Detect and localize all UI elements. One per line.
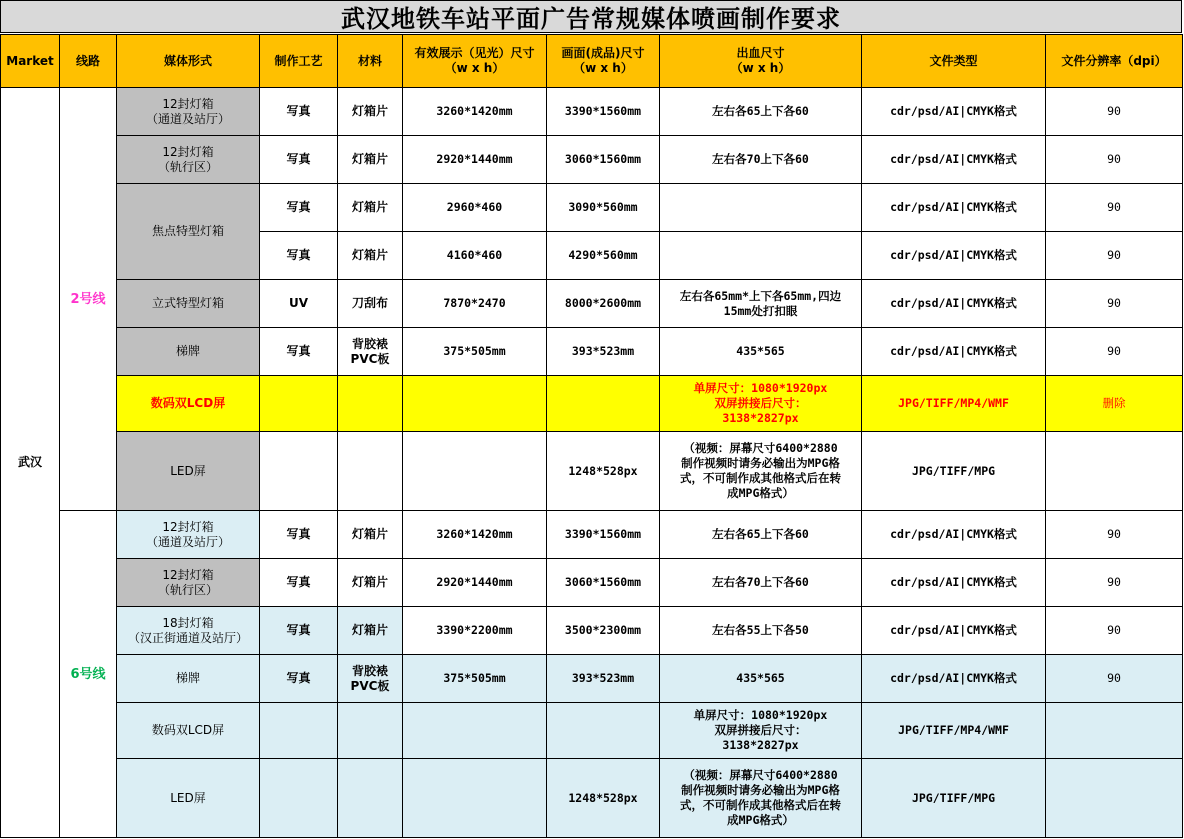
material-cell (338, 703, 403, 759)
resolution-cell: 90 (1046, 280, 1183, 328)
header-bleed-size-line2: （w x h） (730, 61, 791, 75)
media-cell-line: （轨行区） (157, 582, 218, 597)
finished-size-cell: 1248*528px (547, 432, 660, 511)
media-cell (117, 759, 260, 838)
finished-size-cell (547, 376, 660, 432)
craft-cell (260, 432, 338, 511)
material-cell (338, 559, 403, 607)
file-type-cell: JPG/TIFF/MPG (862, 432, 1046, 511)
table-row (1, 280, 1183, 328)
file-type-cell: cdr/psd/AI|CMYK格式 (862, 136, 1046, 184)
bleed-size-cell-line: 左右各70上下各60 (712, 575, 809, 589)
header-market: Market (1, 35, 60, 88)
media-cell (117, 136, 260, 184)
market-cell: 武汉 (1, 88, 60, 838)
resolution-cell (1046, 759, 1183, 838)
resolution-cell: 90 (1046, 655, 1183, 703)
material-cell-line: 灯箱片 (351, 575, 388, 589)
media-cell-line: LED屏 (170, 790, 206, 805)
craft-cell (260, 376, 338, 432)
visible-size-cell: 375*505mm (403, 328, 547, 376)
file-type-cell: cdr/psd/AI|CMYK格式 (862, 232, 1046, 280)
bleed-size-cell-line: 制作视频时请务必输出为MPG格 (681, 456, 840, 470)
visible-size-cell (403, 703, 547, 759)
file-type-cell: JPG/TIFF/MP4/WMF (862, 376, 1046, 432)
material-cell (338, 607, 403, 655)
material-cell (338, 432, 403, 511)
bleed-size-cell (660, 328, 862, 376)
media-spec-table (0, 34, 1183, 838)
material-cell-line: 灯箱片 (351, 104, 388, 118)
media-cell (117, 88, 260, 136)
material-cell-line: PVC板 (350, 678, 390, 693)
header-visible-size-line2: （w x h） (444, 61, 505, 75)
media-cell (117, 655, 260, 703)
file-type-cell: cdr/psd/AI|CMYK格式 (862, 184, 1046, 232)
finished-size-cell: 4290*560mm (547, 232, 660, 280)
resolution-cell: 90 (1046, 184, 1183, 232)
craft-cell: 写真 (260, 184, 338, 232)
table-row (1, 328, 1183, 376)
resolution-cell (1046, 703, 1183, 759)
bleed-size-cell-line: 3138*2827px (722, 411, 799, 425)
resolution-cell (1046, 432, 1183, 511)
table-row (1, 136, 1183, 184)
media-cell-line: 数码双LCD屏 (150, 396, 226, 410)
finished-size-cell: 1248*528px (547, 759, 660, 838)
table-row (1, 655, 1183, 703)
header-visible-size (403, 35, 547, 88)
bleed-size-cell (660, 432, 862, 511)
bleed-size-cell-line: 式，不可制作成其他格式后在转 (680, 471, 841, 485)
bleed-size-cell (660, 511, 862, 559)
visible-size-cell (403, 376, 547, 432)
media-cell (117, 280, 260, 328)
visible-size-cell: 2920*1440mm (403, 559, 547, 607)
craft-cell: UV (260, 280, 338, 328)
bleed-size-cell (660, 88, 862, 136)
header-finished-size-line1: 画面(成品)尺寸 (561, 46, 645, 60)
file-type-cell: cdr/psd/AI|CMYK格式 (862, 559, 1046, 607)
media-cell-line: 12封灯箱 (162, 519, 214, 534)
material-cell-line: 刀刮布 (351, 296, 388, 310)
sheet-title: 武汉地铁车站平面广告常规媒体喷画制作要求 (0, 0, 1182, 33)
resolution-cell: 90 (1046, 559, 1183, 607)
header-media: 媒体形式 (117, 35, 260, 88)
table-row (1, 511, 1183, 559)
media-cell-line: 12封灯箱 (162, 96, 214, 111)
craft-cell (260, 703, 338, 759)
header-file-type: 文件类型 (862, 35, 1046, 88)
bleed-size-cell-line: 435*565 (736, 344, 785, 358)
file-type-cell: cdr/psd/AI|CMYK格式 (862, 280, 1046, 328)
bleed-size-cell-line: 左右各55上下各50 (712, 623, 809, 637)
material-cell-line: 灯箱片 (351, 623, 388, 637)
header-material: 材料 (338, 35, 403, 88)
table-row (1, 559, 1183, 607)
header-craft: 制作工艺 (260, 35, 338, 88)
visible-size-cell (403, 759, 547, 838)
finished-size-cell: 3090*560mm (547, 184, 660, 232)
bleed-size-cell-line: 单屏尺寸：1080*1920px (693, 381, 828, 395)
bleed-size-cell-line: 单屏尺寸：1080*1920px (693, 708, 828, 722)
craft-cell: 写真 (260, 88, 338, 136)
bleed-size-cell-line: 左右各65上下各60 (712, 104, 809, 118)
media-cell (117, 376, 260, 432)
media-cell-line: 12封灯箱 (162, 144, 214, 159)
file-type-cell: cdr/psd/AI|CMYK格式 (862, 328, 1046, 376)
bleed-size-cell-line: 左右各70上下各60 (712, 152, 809, 166)
craft-cell: 写真 (260, 328, 338, 376)
visible-size-cell: 375*505mm (403, 655, 547, 703)
media-cell-line: 12封灯箱 (162, 567, 214, 582)
media-cell (117, 184, 260, 280)
media-cell-line: （汉正街通道及站厅） (127, 630, 248, 645)
material-cell-line: 灯箱片 (351, 152, 388, 166)
header-visible-size-line1: 有效展示（见光）尺寸 (414, 46, 535, 60)
finished-size-cell (547, 703, 660, 759)
header-row (1, 35, 1183, 88)
file-type-cell: cdr/psd/AI|CMYK格式 (862, 88, 1046, 136)
bleed-size-cell-line: 成MPG格式） (727, 813, 794, 827)
bleed-size-cell-line: 435*565 (736, 671, 785, 685)
line-6-cell: 6号线 (60, 511, 117, 838)
material-cell (338, 88, 403, 136)
visible-size-cell: 2960*460 (403, 184, 547, 232)
bleed-size-cell (660, 376, 862, 432)
media-cell-line: 立式特型灯箱 (151, 296, 224, 310)
file-type-cell: cdr/psd/AI|CMYK格式 (862, 655, 1046, 703)
table-row (1, 607, 1183, 655)
bleed-size-cell-line: 制作视频时请务必输出为MPG格 (681, 783, 840, 797)
bleed-size-cell (660, 759, 862, 838)
material-cell (338, 759, 403, 838)
craft-cell: 写真 (260, 559, 338, 607)
bleed-size-cell-line: 3138*2827px (722, 738, 799, 752)
material-cell (338, 376, 403, 432)
resolution-cell: 删除 (1046, 376, 1183, 432)
file-type-cell: cdr/psd/AI|CMYK格式 (862, 511, 1046, 559)
bleed-size-cell-line: 双屏拼接后尺寸： (714, 723, 807, 737)
table-row (1, 376, 1183, 432)
media-cell (117, 511, 260, 559)
material-cell (338, 280, 403, 328)
material-cell (338, 184, 403, 232)
craft-cell: 写真 (260, 511, 338, 559)
finished-size-cell: 393*523mm (547, 328, 660, 376)
bleed-size-cell-line: 式，不可制作成其他格式后在转 (680, 798, 841, 812)
file-type-cell: cdr/psd/AI|CMYK格式 (862, 607, 1046, 655)
bleed-size-cell-line: 左右各65上下各60 (712, 527, 809, 541)
table-row (1, 432, 1183, 511)
bleed-size-cell-line: 左右各65mm*上下各65mm,四边 (679, 288, 842, 303)
finished-size-cell: 3390*1560mm (547, 511, 660, 559)
resolution-cell: 90 (1046, 607, 1183, 655)
resolution-cell: 90 (1046, 136, 1183, 184)
table-row (1, 703, 1183, 759)
resolution-cell: 90 (1046, 232, 1183, 280)
material-cell-line: 灯箱片 (351, 527, 388, 541)
material-cell (338, 511, 403, 559)
visible-size-cell (403, 432, 547, 511)
bleed-size-cell-line: 15mm处打扣眼 (723, 303, 798, 318)
craft-cell: 写真 (260, 136, 338, 184)
visible-size-cell: 7870*2470 (403, 280, 547, 328)
header-line: 线路 (60, 35, 117, 88)
material-cell (338, 232, 403, 280)
material-cell-line: PVC板 (350, 351, 390, 366)
resolution-cell: 90 (1046, 88, 1183, 136)
visible-size-cell: 4160*460 (403, 232, 547, 280)
media-cell-line: 18封灯箱 (162, 615, 214, 630)
header-finished-size (547, 35, 660, 88)
resolution-cell: 90 (1046, 511, 1183, 559)
finished-size-cell: 3060*1560mm (547, 136, 660, 184)
finished-size-cell: 3500*2300mm (547, 607, 660, 655)
resolution-cell: 90 (1046, 328, 1183, 376)
media-cell (117, 432, 260, 511)
craft-cell: 写真 (260, 607, 338, 655)
finished-size-cell: 8000*2600mm (547, 280, 660, 328)
material-cell-line: 灯箱片 (351, 200, 388, 214)
material-cell-line: 灯箱片 (351, 248, 388, 262)
visible-size-cell: 3390*2200mm (403, 607, 547, 655)
bleed-size-cell-line: 成MPG格式） (727, 486, 794, 500)
media-cell-line: 梯牌 (175, 671, 200, 685)
table-row (1, 759, 1183, 838)
visible-size-cell: 3260*1420mm (403, 88, 547, 136)
media-cell (117, 607, 260, 655)
media-cell (117, 559, 260, 607)
media-cell-line: 数码双LCD屏 (151, 723, 225, 737)
table-row (1, 88, 1183, 136)
craft-cell (260, 759, 338, 838)
media-cell (117, 328, 260, 376)
finished-size-cell: 3060*1560mm (547, 559, 660, 607)
finished-size-cell: 393*523mm (547, 655, 660, 703)
bleed-size-cell (660, 559, 862, 607)
file-type-cell: JPG/TIFF/MP4/WMF (862, 703, 1046, 759)
bleed-size-cell (660, 655, 862, 703)
bleed-size-cell (660, 607, 862, 655)
media-cell-line: LED屏 (170, 463, 206, 478)
material-cell-line: 背胶裱 (351, 336, 388, 351)
media-cell-line: （通道及站厅） (145, 534, 230, 549)
bleed-size-cell (660, 184, 862, 232)
finished-size-cell: 3390*1560mm (547, 88, 660, 136)
media-cell (117, 703, 260, 759)
media-cell-line: （轨行区） (157, 159, 218, 174)
material-cell-line: 背胶裱 (351, 663, 388, 678)
visible-size-cell: 3260*1420mm (403, 511, 547, 559)
craft-cell: 写真 (260, 232, 338, 280)
bleed-size-cell (660, 232, 862, 280)
media-cell-line: （通道及站厅） (145, 111, 230, 126)
bleed-size-cell-line: 双屏拼接后尺寸： (714, 396, 807, 410)
header-bleed-size-line1: 出血尺寸 (736, 46, 785, 60)
craft-cell: 写真 (260, 655, 338, 703)
material-cell (338, 328, 403, 376)
bleed-size-cell-line: （视频：屏幕尺寸6400*2880 (683, 768, 838, 782)
media-cell-line: 焦点特型灯箱 (151, 224, 224, 238)
bleed-size-cell (660, 703, 862, 759)
media-cell-line: 梯牌 (175, 344, 200, 358)
visible-size-cell: 2920*1440mm (403, 136, 547, 184)
header-bleed-size (660, 35, 862, 88)
bleed-size-cell-line: （视频：屏幕尺寸6400*2880 (683, 441, 838, 455)
bleed-size-cell (660, 136, 862, 184)
material-cell (338, 655, 403, 703)
material-cell (338, 136, 403, 184)
line-2-cell: 2号线 (60, 88, 117, 511)
table-row (1, 184, 1183, 232)
header-finished-size-line2: （w x h） (573, 61, 633, 75)
bleed-size-cell (660, 280, 862, 328)
file-type-cell: JPG/TIFF/MPG (862, 759, 1046, 838)
header-resolution: 文件分辨率（dpi） (1046, 35, 1183, 88)
